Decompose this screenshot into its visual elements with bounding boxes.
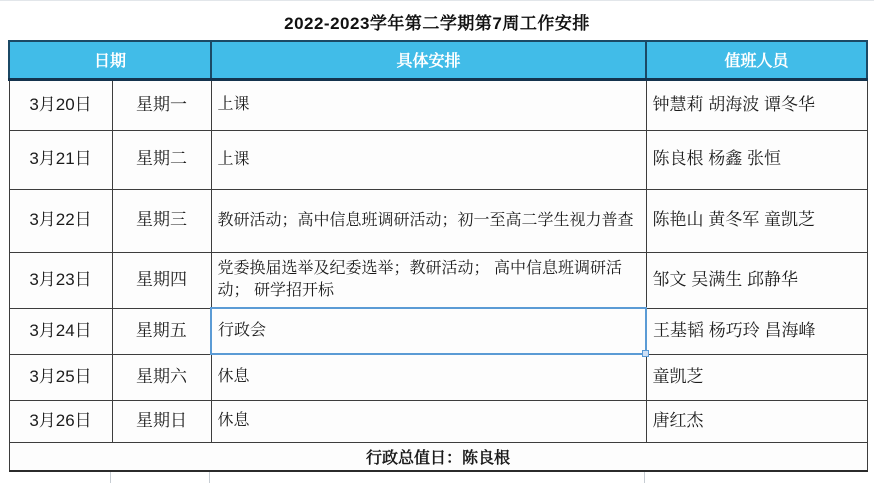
table-row (9, 354, 867, 400)
date-cell[interactable]: 3月23日 (9, 252, 112, 308)
date-cell[interactable]: 3月20日 (9, 79, 112, 130)
personnel-cell[interactable]: 陈艳山 黄冬军 童凯芝 (646, 189, 867, 252)
arrangement-cell[interactable]: 休息 (211, 400, 646, 442)
table-row (9, 252, 867, 308)
weekday-cell[interactable]: 星期日 (112, 400, 211, 442)
column-header-arrangement[interactable]: 具体安排 (211, 41, 646, 79)
selection-resize-handle[interactable] (642, 350, 649, 357)
table-row (9, 400, 867, 442)
date-cell[interactable]: 3月25日 (9, 354, 112, 400)
selected-cell-text: 行政会 (218, 322, 267, 340)
page-title: 2022-2023学年第二学期第7周工作安排 (284, 13, 590, 33)
arrangement-cell[interactable]: 上课 (211, 79, 646, 130)
column-header-date[interactable]: 日期 (9, 41, 211, 79)
grid-line (110, 472, 111, 483)
table-row (9, 79, 867, 130)
grid-line (644, 472, 645, 483)
date-cell[interactable]: 3月26日 (9, 400, 112, 442)
weekday-cell[interactable]: 星期二 (112, 130, 211, 189)
arrangement-cell[interactable]: 教研活动；高中信息班调研活动；初一至高二学生视力普查 (211, 189, 646, 252)
date-cell[interactable]: 3月24日 (9, 308, 112, 354)
footer-row (9, 442, 867, 471)
table-row (9, 130, 867, 189)
column-header-personnel[interactable]: 值班人员 (646, 41, 867, 79)
date-cell[interactable]: 3月22日 (9, 189, 112, 252)
header-row (9, 41, 867, 79)
table-row (9, 189, 867, 252)
arrangement-cell-selected[interactable] (211, 308, 646, 354)
general-duty-cell[interactable]: 行政总值日：陈良根 (9, 442, 867, 471)
personnel-cell[interactable]: 钟慧莉 胡海波 谭冬华 (646, 79, 867, 130)
personnel-cell[interactable]: 陈良根 杨鑫 张恒 (646, 130, 867, 189)
weekday-cell[interactable]: 星期五 (112, 308, 211, 354)
weekday-cell[interactable]: 星期一 (112, 79, 211, 130)
grid-line (209, 472, 210, 483)
arrangement-cell[interactable]: 休息 (211, 354, 646, 400)
next-row-cutoff (8, 472, 866, 483)
arrangement-cell[interactable]: 党委换届选举及纪委选举；教研活动； 高中信息班调研活动； 研学招开标 (211, 252, 646, 308)
personnel-cell[interactable]: 邹文 吴满生 邱静华 (646, 252, 867, 308)
personnel-cell[interactable]: 唐红杰 (646, 400, 867, 442)
weekly-schedule-table (8, 40, 868, 472)
weekday-cell[interactable]: 星期六 (112, 354, 211, 400)
arrangement-cell[interactable]: 上课 (211, 130, 646, 189)
table-row (9, 308, 867, 354)
personnel-cell[interactable]: 王基韬 杨巧玲 昌海峰 (646, 308, 867, 354)
weekday-cell[interactable]: 星期三 (112, 189, 211, 252)
date-cell[interactable]: 3月21日 (9, 130, 112, 189)
weekday-cell[interactable]: 星期四 (112, 252, 211, 308)
personnel-cell[interactable]: 童凯芝 (646, 354, 867, 400)
